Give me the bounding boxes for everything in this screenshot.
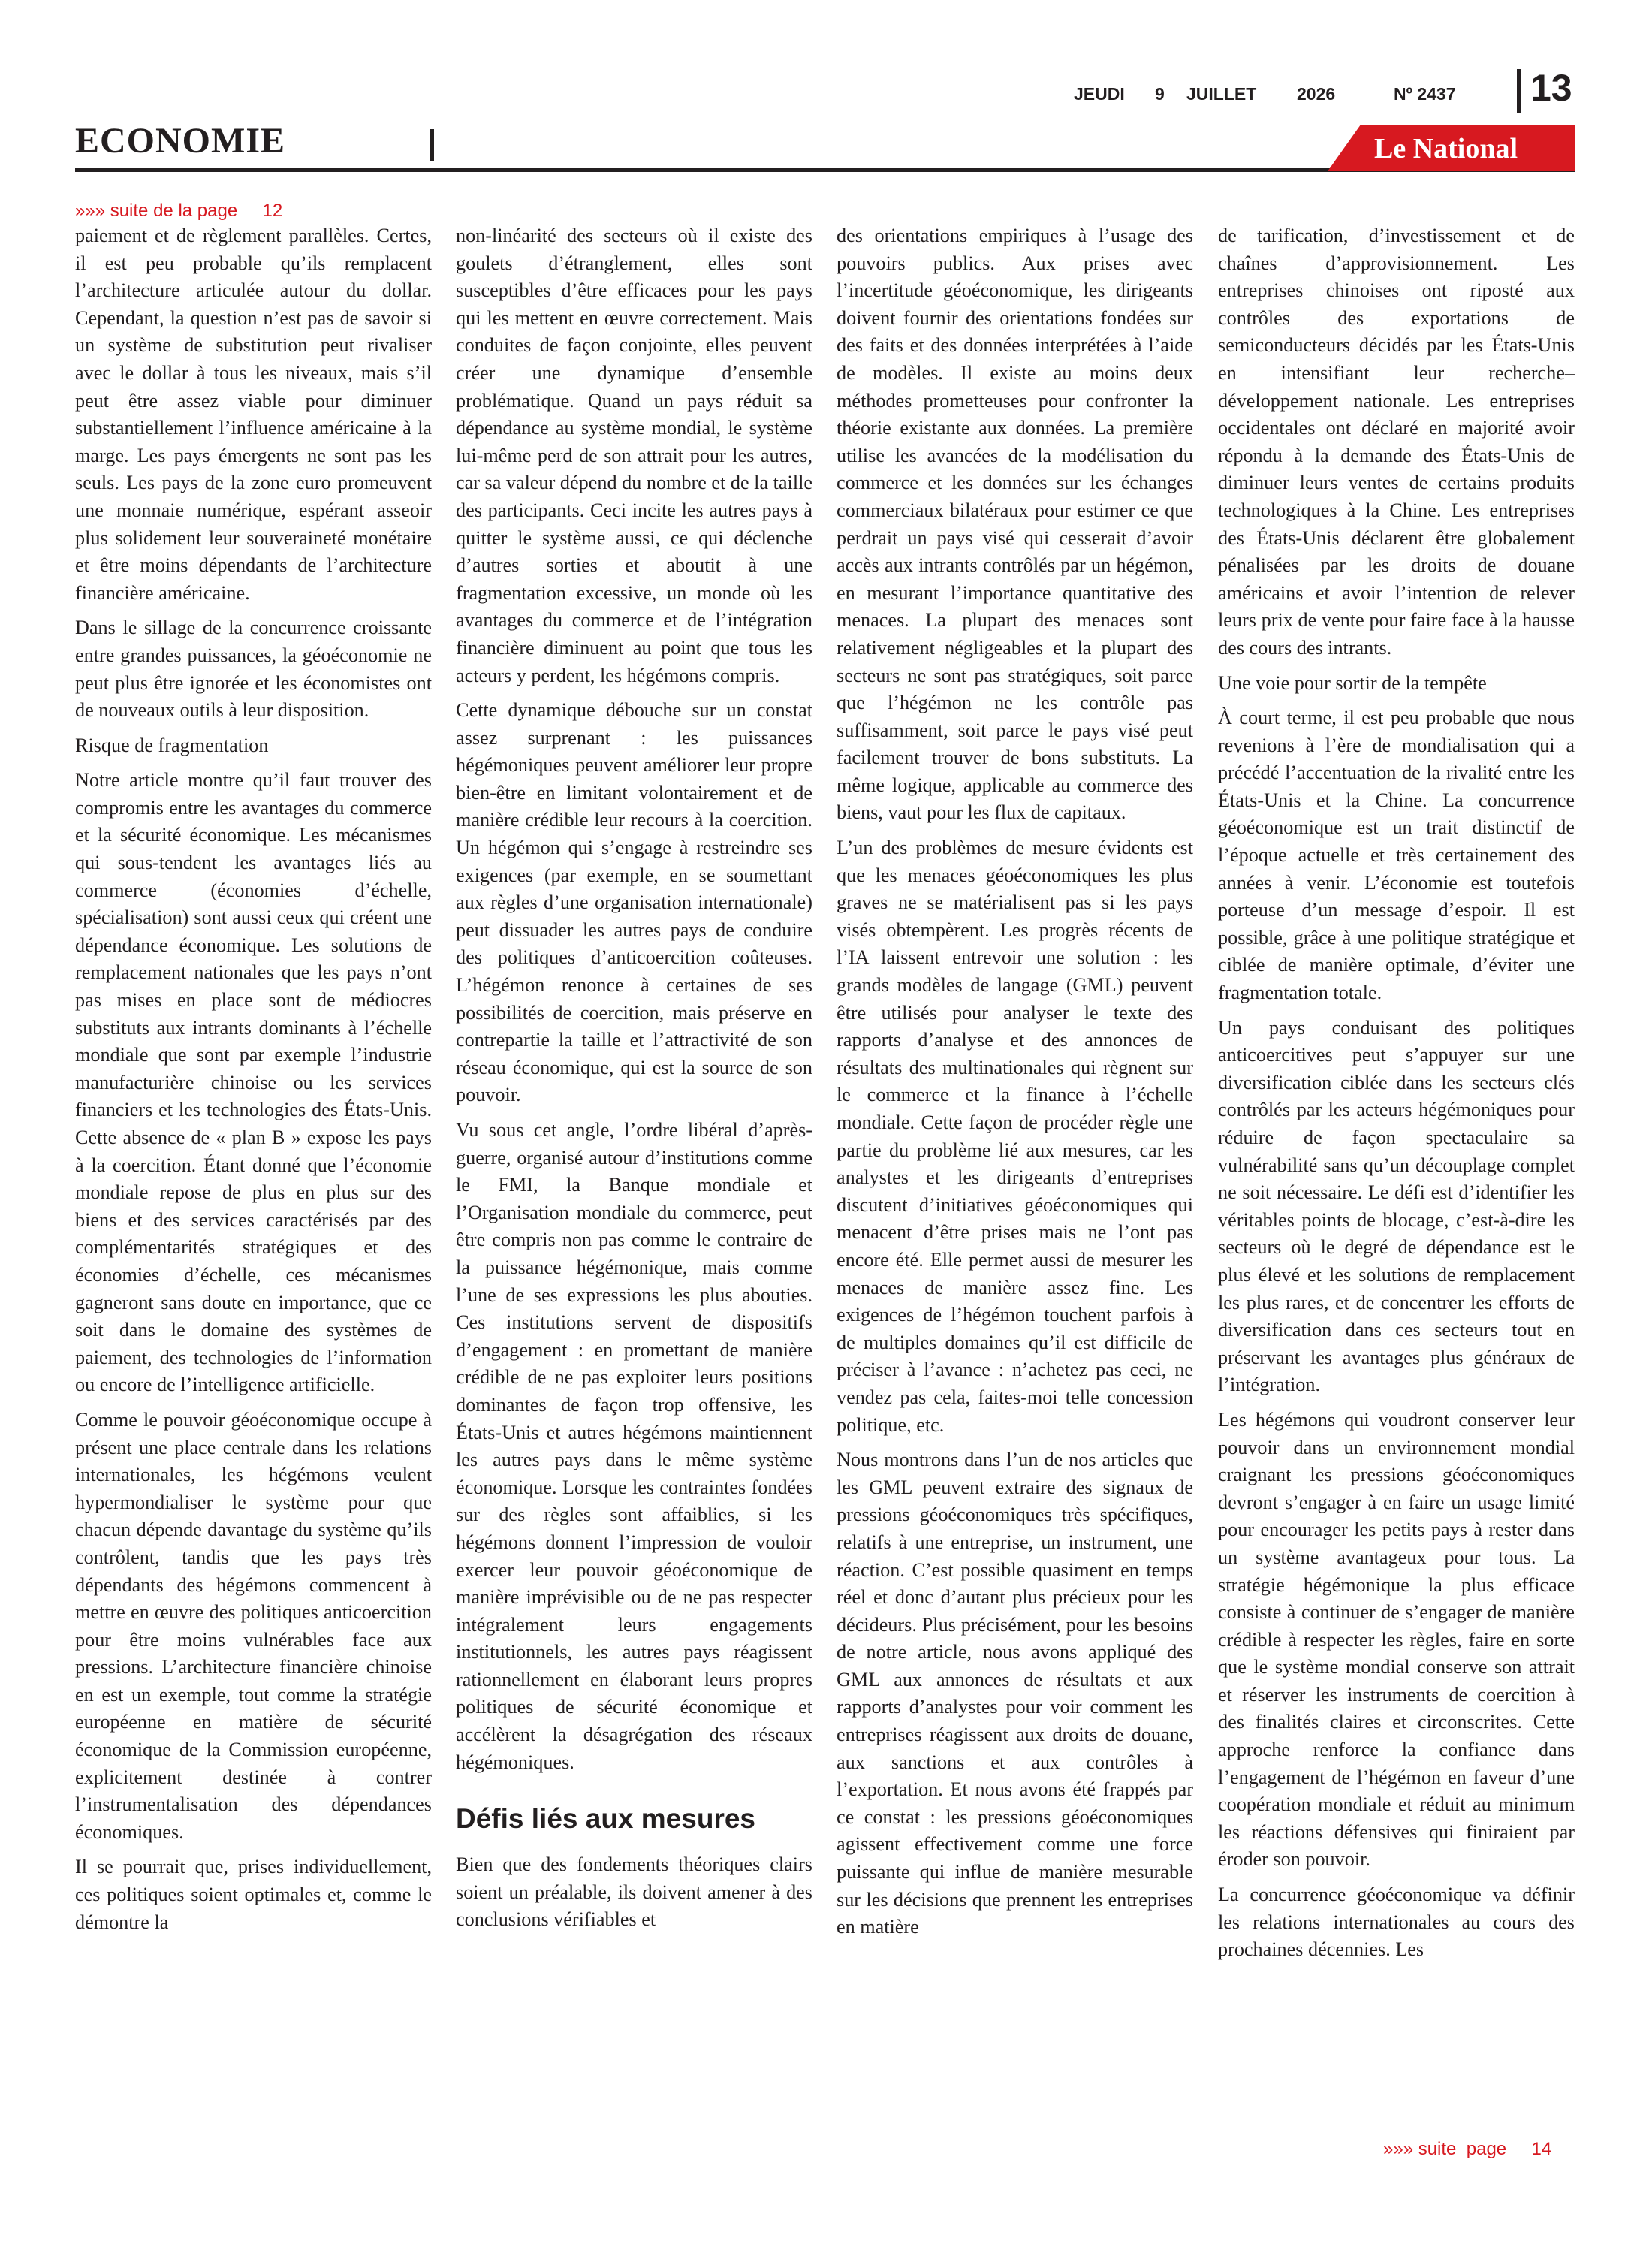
paragraph: des orientations empiriques à l’usage des pouvoirs publics. Aux prises avec l’incertitude géoéconomique, les dirigeants doivent fournir des orientations fondées sur des faits et des données interprétées à l’aide de modèles. Il existe au moins deux méthodes prometteuses pour confronter la théorie existante aux données. La première utilise les avancées de la modélisation du commerce et les données sur les échanges commerciaux bilatéraux pour estimer ce que perdrait un pays visé qui cesserait d’avoir accès aux intrants contrôlés par un hégémon, en mesurant l’importance quantitative des menaces. La plupart des menaces sont relativement négligeables et la plupart des secteurs ne sont pas stratégiques, soit parce que l’hégémon ne les contrôle pas suffisamment, soit parce le pays visé peut facilement trouver de bons substituts. La même logique, applicable au commerce des biens, vaut pour les flux de capitaux. — [837, 225, 1193, 824]
section-title: ECONOMIE — [75, 121, 286, 161]
paragraph: À court terme, il est peu probable que nous revenions à l’ère de mondialisation qui a précédé l’accentuation de la rivalité entre les États-Unis et la Chine. La concurrence géoéconomique est un trait distinctif de l’époque actuelle et très certainement des années à venir. L’économie est toutefois porteuse d’un message d’espoir. Il est possible, grâce à une politique stratégique et ciblée de manière optimale, d’éviter une fragmentation totale. — [1218, 707, 1575, 1004]
subheading: Risque de fragmentation — [75, 734, 269, 756]
article-column-2 — [456, 222, 812, 1941]
continued-to: »»» suite page 14 — [1383, 2139, 1552, 2159]
issue-number: Nº 2437 — [1394, 84, 1456, 104]
paragraph: Les hégémons qui voudront conserver leur pouvoir dans un environnement mondial craignant les pressions géoéconomiques devront s’engager à en faire un usage limité pour encourager les petits pays à rester dans un système avantageux pour tous. La stratégie hégémonique la plus efficace consiste à continuer de s’engager de manière crédible à respecter les règles, faire en sorte que le système mondial conserve son attrait et réserver les instruments de coercition à des finalités claires et circonscrites. Cette approche renforce la confiance dans l’engagement de l’hégémon en faveur d’une coopération mondiale et réduit au minimum les réactions défensives qui finiraient par éroder son pouvoir. — [1218, 1408, 1575, 1871]
article-column-1 — [75, 222, 432, 1944]
paragraph: Il se pourrait que, prises individuellement, ces politiques soient optimales et, comme le démontre la — [75, 1856, 432, 1933]
page-number: 13 — [1530, 67, 1572, 109]
brand-banner — [1328, 125, 1575, 171]
continued-from: »»» suite de la page 12 — [75, 201, 283, 221]
paragraph: La concurrence géoéconomique va définir les relations internationales au cours des prochaines décennies. Les — [1218, 1884, 1575, 1961]
brand-logo: Le National — [1374, 133, 1518, 164]
paragraph: Cette dynamique débouche sur un constat assez surprenant : les puissances hégémoniques peuvent améliorer leur propre bien-être en limitant volontairement et de manière crédible leur recours à la coercition. Un hégémon qui s’engage à restreindre ses exigences (par exemple, en se soumettant aux règles d’une organisation internationale) peut dissuader les autres pays de conduire des politiques d’anticoercition coûteuses. L’hégémon renonce à certaines de ses possibilités de coercition, mais préserve en contrepartie la taille et l’attractivité de son réseau économique, qui est la source de son pouvoir. — [456, 699, 812, 1106]
article-column-3 — [837, 222, 1193, 1949]
paragraph: de tarification, d’investissement et de chaînes d’approvisionnement. Les entreprises chinoises ont riposté aux contrôles des exportations de semiconducteurs décidés par les États-Unis en intensifiant leur recherche–développement nationale. Les entreprises occidentales ont déclaré en majorité avoir répondu à la demande des États-Unis de diminuer leurs ventes de certains produits technologiques à la Chine. Les entreprises des États-Unis déclarent être globalement pénalisées par les droits de douane américains et avoir l’intention de relever leurs prix de vente pour faire face à la hausse des cours des intrants. — [1218, 225, 1575, 659]
paragraph: Bien que des fondements théoriques clairs soient un préalable, ils doivent amener à des conclusions vérifiables et — [456, 1853, 812, 1931]
header-divider — [1517, 69, 1521, 113]
paragraph: paiement et de règlement parallèles. Certes, il est peu probable qu’ils remplacent l’architecture articulée autour du dollar. Cependant, la question n’est pas de savoir si un système de substitution peut rivaliser avec le dollar à tous les niveaux, mais s’il peut être assez viable pour diminuer substantiellement l’influence américaine à la marge. Les pays émergents ne sont pas les seuls. Les pays de la zone euro promeuvent une monnaie numérique, espérant asseoir plus solidement leur souveraineté monétaire et être moins dépendants de l’architecture financière américaine. — [75, 225, 432, 604]
paragraph: L’un des problèmes de mesure évidents est que les menaces géoéconomiques les plus graves ne se matérialisent pas si les pays visés obtempèrent. Les progrès récents de l’IA laissent entrevoir une solution : les grands modèles de langage (GML) peuvent être utilisés pour analyser le texte des rapports d’analyse et des annonces de résultats des multinationales qui règnent sur le commerce et la finance à l’échelle mondiale. Cette façon de procéder règle une partie du problème lié aux mesures, car les analystes et les dirigeants d’entreprises discutent d’initiatives géoéconomiques qui menacent d’être prises mais ne l’ont pas encore été. Elle permet aussi de mesurer les menaces de manière assez fine. Les exigences de l’hégémon touchent parfois à de multiples domaines qu’il est difficile de préciser à l’avance : n’achetez pas ceci, ne vendez pas cela, faites-moi telle concession politique, etc. — [837, 837, 1193, 1436]
article-column-4 — [1218, 222, 1575, 1971]
paragraph: Vu sous cet angle, l’ordre libéral d’après-guerre, organisé autour d’institutions comme le FMI, la Banque mondiale et l’Organisation mondiale du commerce, peut être compris non pas comme le contraire de la puissance hégémonique, mais comme l’une de ses expressions les plus abouties. Ces institutions servent de dispositifs d’engagement : en promettant de manière crédible de ne pas exploiter leurs positions dominantes de façon trop offensive, les États-Unis et autres hégémons maintiennent les autres pays dans le même système économique. Lorsque les contraintes fondées sur des règles sont affaiblies, si les hégémons donnent l’impression de vouloir exercer leur pouvoir géoéconomique de manière imprévisible ou de ne pas respecter intégralement leurs engagements institutionnels, les autres pays réagissent rationnellement en élaborant leurs propres politiques de sécurité économique et accélèrent la désagrégation des réseaux hégémoniques. — [456, 1119, 812, 1773]
paragraph: Dans le sillage de la concurrence croissante entre grandes puissances, la géoéconomie ne peut plus être ignorée et les économistes ont de nouveaux outils à leur disposition. — [75, 617, 432, 722]
paragraph: non-linéarité des secteurs où il existe des goulets d’étranglement, elles sont susceptibles d’être efficaces pour les pays qui les mettent en œuvre correctement. Mais conduites de façon conjointe, elles peuvent créer une dynamique d’ensemble problématique. Quand un pays réduit sa dépendance au système mondial, le système lui-même perd de son attrait pour les autres, car sa valeur dépend du nombre et de la taille des participants. Ceci incite les autres pays à quitter le système aussi, ce qui déclenche d’autres sorties et aboutit à une fragmentation excessive, un monde où les avantages du commerce et de l’intégration financière diminuent au point que tous les acteurs y perdent, les hégémons compris. — [456, 225, 812, 686]
section-heading: Défis liés aux mesures — [456, 1803, 755, 1835]
section-divider — [430, 129, 434, 161]
date-year: 2026 — [1297, 84, 1336, 104]
paragraph: Comme le pouvoir géoéconomique occupe à présent une place centrale dans les relations internationales, les hégémons veulent hypermondialiser le système pour que chacun dépende davantage du système qu’ils contrôlent, tandis que les pays très dépendants des hégémons commencent à mettre en œuvre des politiques anticoercition pour être moins vulnérables face aux pressions. L’architecture financière chinoise en est un exemple, tout comme la stratégie européenne en matière de sécurité économique de la Commission européenne, explicitement destinée à contrer l’instrumentalisation des dépendances économiques. — [75, 1408, 432, 1843]
paragraph: Nous montrons dans l’un de nos articles que les GML peuvent extraire des signaux de pressions géoéconomiques très spécifiques, relatifs à une entreprise, un instrument, une réaction. C’est possible quasiment en temps réel et donc d’autant plus précieux pour les décideurs. Plus précisément, pour les besoins de notre article, nous avons appliqué des GML aux annonces de résultats et aux rapports d’analystes pour voir comment les entreprises réagissent aux droits de douane, aux sanctions et aux contrôles à l’exportation. Et nous avons été frappés par ce constat : les pressions géoéconomiques agissent effectivement comme une force puissante qui influe de manière mesurable sur les décisions que prennent les entreprises en matière — [837, 1449, 1193, 1938]
date-number: 9 — [1155, 84, 1165, 104]
date-day: JEUDI — [1074, 84, 1125, 104]
paragraph: Notre article montre qu’il faut trouver des compromis entre les avantages du commerce et la sécurité économique. Les mécanismes qui sous-tendent les avantages liés au commerce (économies d’échelle, spécialisation) sont aussi ceux qui créent une dépendance économique. Les solutions de remplacement nationales que les pays n’ont pas mises en place sont de médiocres substituts aux intrants dominants à l’échelle mondiale que sont par exemple l’industrie manufacturière chinoise ou les services financiers et les technologies des États-Unis. Cette absence de « plan B » expose les pays à la coercition. Étant donné que l’économie mondiale repose de plus en plus sur des biens et des services caractérisés par des complémentarités stratégiques et des économies d’échelle, ces mécanismes gagneront sans doute en importance, que ce soit dans le domaine des systèmes de paiement, des technologies de l’information ou encore de l’intelligence artificielle. — [75, 769, 432, 1396]
subheading: Une voie pour sortir de la tempête — [1218, 671, 1487, 694]
date-month: JUILLET — [1186, 84, 1257, 104]
paragraph: Un pays conduisant des politiques anticoercitives peut s’appuyer sur une diversification ciblée dans les secteurs clés contrôlés par les acteurs hégémoniques pour réduire de façon spectaculaire sa vulnérabilité sans qu’un découplage complet ne soit nécessaire. Le défi est d’identifier les véritables points de blocage, c’est-à-dire les secteurs où le degré de dépendance est le plus élevé et les solutions de remplacement les plus rares, et de concentrer les efforts de diversification dans ces secteurs tout en préservant les avantages plus généraux de l’intégration. — [1218, 1016, 1575, 1396]
